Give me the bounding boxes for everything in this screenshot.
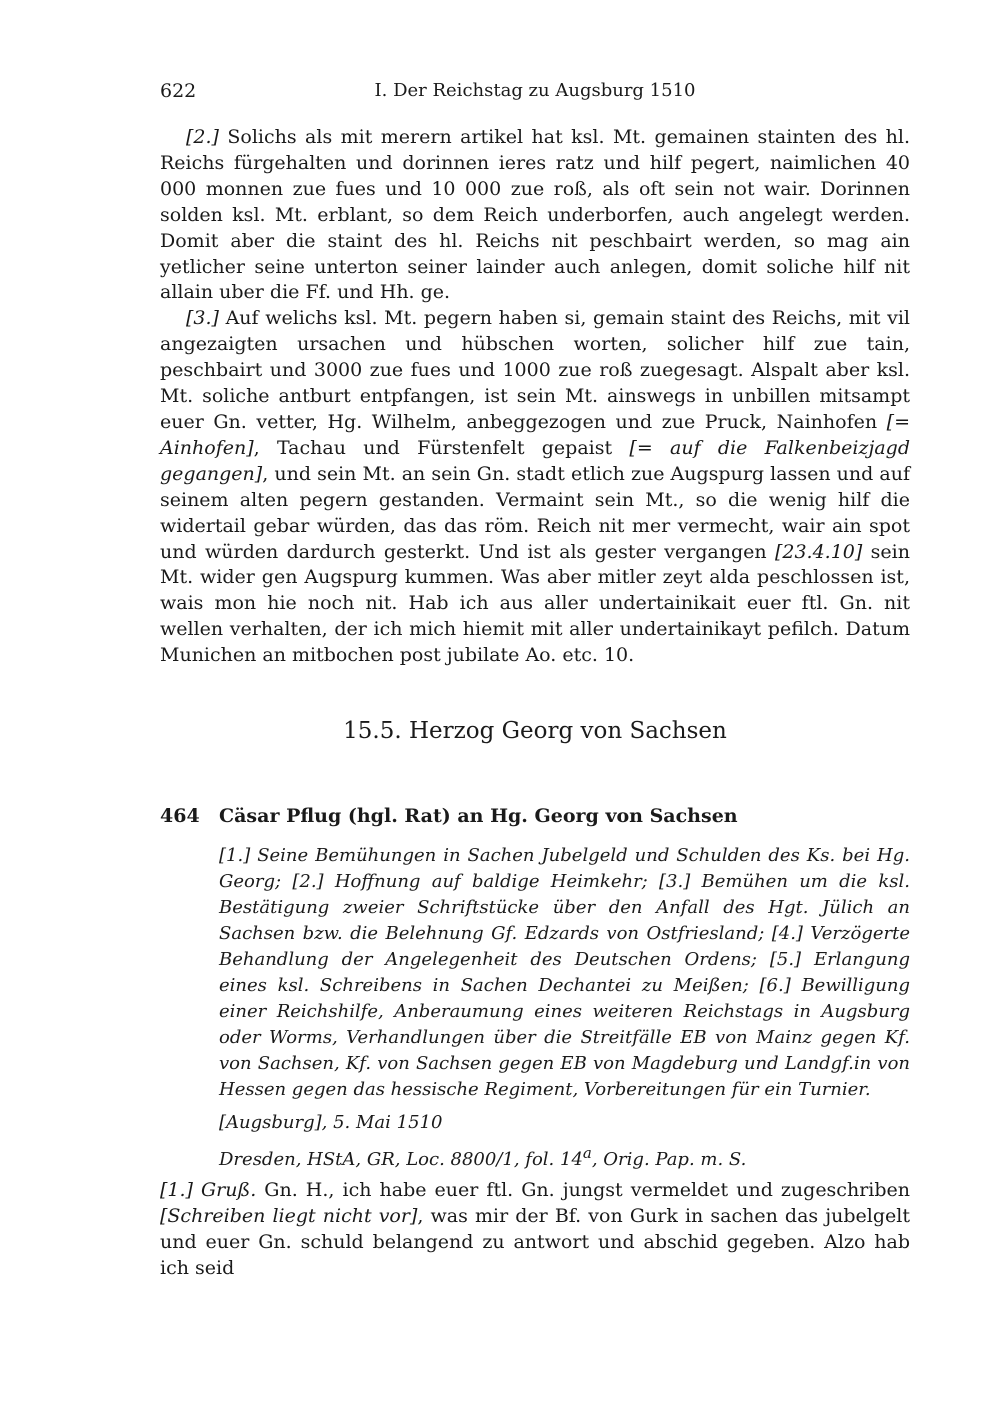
letter-continuation [160,125,910,669]
editorial-note-schreiben: [Schreiben liegt nicht vor] [160,1204,418,1227]
source-tail: , Orig. Pap. m. S. [591,1149,747,1170]
paragraph-3 [160,306,910,669]
paragraph-3-text-1: Auf welichs ksl. Mt. pegern haben si, gemain staint des Reichs, mit vil angezaigten ursachen und hübschen worten, solicher hilf zue tain, peschbairt und 3000 zue fues und 1000 zue roß zuegesagt. Alspalt aber ksl. Mt. soliche antburt entpfangen, ist sein Mt. ainswegs in unbillen mitsampt euer Gn. vetter, Hg. Wilhelm, anbeggezogen und zue Pruck, Nainhofen [160,307,910,433]
paragraph-2-text: Solichs als mit merern artikel hat ksl. Mt. gemainen stainten des hl. Reichs fürgehalten und dorinnen ieres ratz und hilf pegert, naimlichen 40 000 monnen zue fues und 10 000 zue roß, als oft sein not wair. Dorinnen solden ksl. Mt. erblant, so dem Reich underborfen, auch angelegt werden. Domit aber die staint des hl. Reichs nit peschbairt werden, so mag ain yetlicher seine unterton seiner lainder auch anlegen, domit soliche hilf nit allain uber die Ff. und Hh. ge. [160,126,910,304]
paragraph-2-marker: [2.] [186,126,219,148]
paragraph-3-text-4: sein Mt. wider gen Augspurg kummen. Was aber mitler zeyt alda peschlossen ist, wais mon hie noch nit. Hab ich aus aller undertainikait euer ftl. Gn. nit wellen verhalten, der ich mich hiemit mit aller undertainikayt pefilch. Datum Munichen an mitbochen post jubilate Ao. etc. 10. [160,540,910,667]
editorial-note-falkenbeizjagd: [= auf die Falkenbeizjagd gegangen] [160,436,910,485]
document-number: 464 [160,805,200,827]
body-marker: [1.] Gruß. [160,1179,257,1201]
document-date: [Augsburg], 5. Mai 1510 [219,1112,443,1133]
paragraph-3-marker: [3.] [186,307,219,330]
section-heading: 15.5. Herzog Georg von Sachsen [343,718,727,744]
page-number: 622 [160,80,197,102]
editorial-note-ainhofen: [= Ainhofen] [160,410,910,459]
body-text-1: Gn. H., ich habe euer ftl. Gn. jungst vermeldet und zugeschriben [256,1179,910,1201]
paragraph-3-text-2: , Tachau und Fürstenfelt gepaist [253,436,630,459]
source-main: Dresden, HStA, GR, Loc. 8800/1, fol. 14 [219,1149,583,1170]
running-title: I. Der Reichstag zu Augsburg 1510 [374,80,696,101]
body-text-2: , was mir der Bf. von Gurk in sachen das jubelgelt und euer Gn. schuld belangend zu antwort und abschid gegeben. Alzo hab ich seid [160,1204,910,1279]
editorial-note-date: [23.4.10] [774,540,863,563]
running-head [160,80,910,108]
source-superscript: a [582,1144,592,1162]
paragraph-2 [160,125,910,306]
letter-body-start [160,1178,910,1282]
paragraph-3-text-3: , und sein Mt. an sein Gn. stadt etlich zue Augspurg lassen und auf seinem alten pegern gestanden. Vermaint sein Mt., so die wenig hilf die widertail gebar würden, das das röm. Reich nit mer vermecht, wair ain spot und würden dardurch gesterkt. Und ist als gester vergangen [160,462,910,563]
document-title: Cäsar Pflug (hgl. Rat) an Hg. Georg von Sachsen [219,805,738,827]
document-regest: [1.] Seine Bemühungen in Sachen Jubelgeld und Schulden des Ks. bei Hg. Georg; [2.] Hoffnung auf baldige Heimkehr; [3.] Bemühen um die ksl. Bestätigung zweier Schriftstücke über den Anfall des Hgt. Jülich an Sachsen bzw. die Belehnung Gf. Edzards von Ostfriesland; [4.] Verzögerte Behandlung der Angelegenheit des Deutschen Ordens; [5.] Erlangung eines ksl. Schreibens in Sachen Dechantei zu Meißen; [6.] Bewilligung einer Reichshilfe, Anberaumung eines weiteren Reichstags in Augsburg oder Worms, Verhandlungen über die Streitfälle EB von Mainz gegen Kf. von Sachsen, Kf. von Sachsen gegen EB von Magdeburg und Landgf.in von Hessen gegen das hessische Regiment, Vorbereitungen für ein Turnier. [219,845,910,1100]
document-source [219,1144,910,1170]
